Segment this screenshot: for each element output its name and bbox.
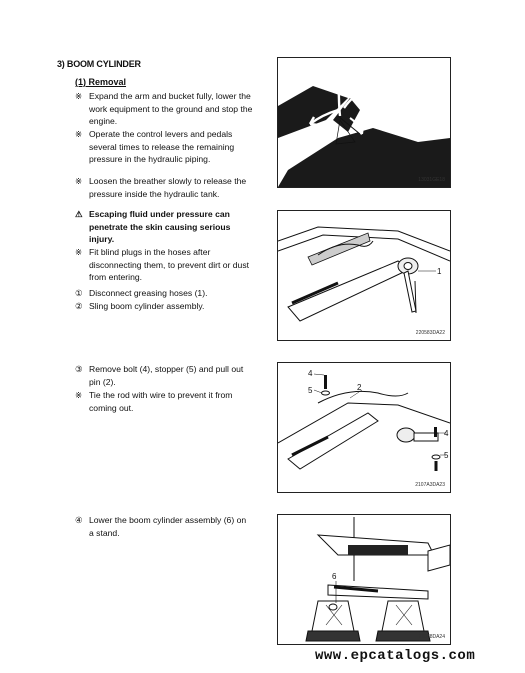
step-text: Remove bolt (4), stopper (5) and pull out pin (2). [89,364,244,387]
warning-text: Escaping fluid under pressure can penetrate the skin causing serious injury. [89,209,231,245]
figure-control-lever [277,57,451,188]
note-marker: ※ [75,176,83,186]
figure-greasing-hoses [277,210,451,341]
step-number: ① [75,288,83,298]
step-item [75,514,253,539]
step-item [75,363,253,388]
callout-1: 1 [437,267,442,276]
note-marker: ※ [75,247,83,257]
step-text: Operate the control levers and pedals several times to release the remaining pressure in the hydraulic piping. [89,129,235,165]
step-text: Lower the boom cylinder assembly (6) on a stand. [89,515,247,538]
pin-removal-illustration [278,363,450,492]
warning-note [75,208,253,246]
step-text: Sling boom cylinder assembly. [89,301,205,311]
figure-code: 13031GE18 [418,177,445,183]
removal-title: (1) Removal [75,77,127,87]
step-text: Expand the arm and bucket fully, lower the work equipment to the ground and stop the engine. [89,91,253,127]
figure-code: 21078DA24 [418,634,445,640]
figure-pin-removal [277,362,451,493]
figure-cylinder-on-stand [277,514,451,645]
callout-5: 5 [308,386,313,395]
watermark-url[interactable]: www.epcatalogs.com [315,648,476,664]
warning-icon: ⚠ [75,209,83,219]
step-number: ④ [75,515,83,525]
section-title: 3) BOOM CYLINDER [57,59,141,69]
note-marker: ※ [75,91,83,101]
callout-6: 6 [332,572,337,581]
callout-5-right: 5 [444,451,449,460]
callout-4: 4 [308,369,313,378]
step-note [75,246,253,284]
step-text: Disconnect greasing hoses (1). [89,288,208,298]
step-number: ② [75,301,83,311]
step-text: Loosen the breather slowly to release the pressure inside the hydraulic tank. [89,176,247,199]
step-note [75,389,253,414]
step-text: Tie the rod with wire to prevent it from coming out. [89,390,233,413]
boom-cylinder-illustration [278,211,450,340]
note-marker: ※ [75,390,83,400]
cylinder-stand-illustration [278,515,450,644]
step-number: ③ [75,364,83,374]
step-text: Fit blind plugs in the hoses after disconnecting them, to prevent dirt or dust from entering. [89,247,250,283]
step-note [75,128,253,166]
figure-code: 2107A3DA23 [415,482,445,488]
step-note [75,175,253,200]
callout-4-right: 4 [444,429,449,438]
figure-code: 220583DA22 [415,330,445,336]
callout-2: 2 [357,383,362,392]
lever-illustration [278,58,450,187]
step-note [75,90,253,128]
step-item [75,300,253,313]
note-marker: ※ [75,129,83,139]
step-item [75,287,253,300]
